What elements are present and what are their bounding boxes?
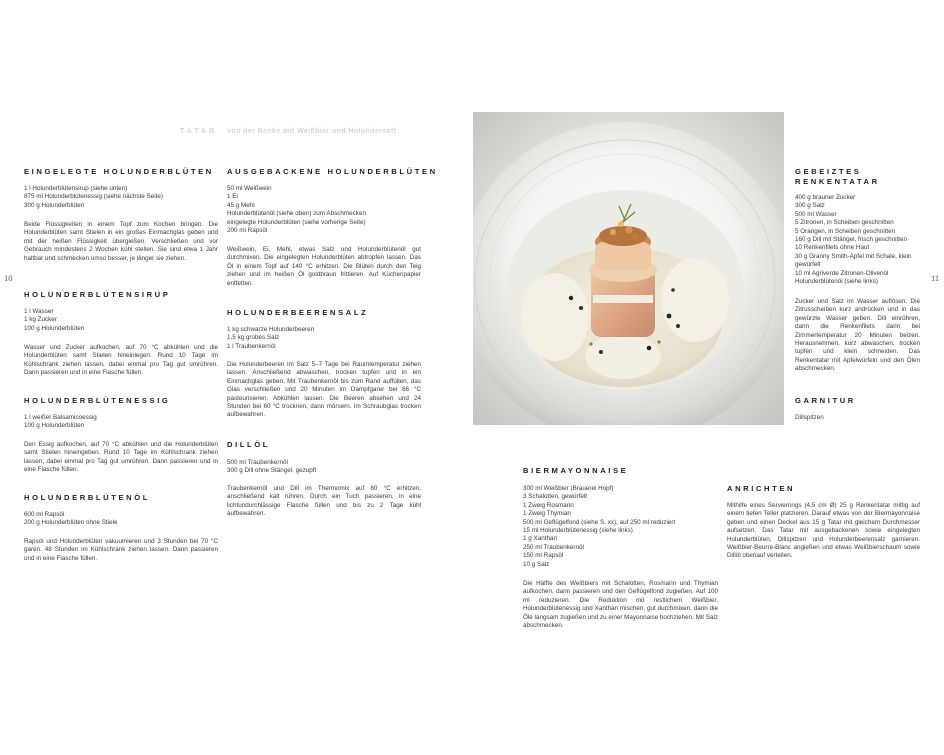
ingredient-line: 1 Zweig Rosmarin: [523, 501, 574, 509]
section-title-renkentatar: [795, 167, 880, 186]
ingredient-line: 1 l Traubenkernöl: [227, 342, 276, 350]
ingredient-line: 400 g brauner Zucker: [795, 194, 856, 201]
ingredient-line: 200 g Holunderblüten ohne Stiele: [24, 519, 118, 527]
section-title-ausgebacken: AUSGEBACKENE HOLUNDERBLÜTEN: [227, 167, 438, 176]
ingredient-line: 600 ml Rapsöl: [24, 511, 65, 518]
ingredient-line: 500 ml Traubenkernöl: [227, 459, 288, 466]
ingredient-line: 1 kg Zucker: [24, 316, 57, 324]
ingredient-line: 300 g Salz: [795, 202, 825, 210]
ingredient-line: 50 ml Weißwein: [227, 185, 272, 192]
ingredients-beerensalz: [227, 326, 421, 351]
ingredient-line: Holunderblütenöl (siehe links): [795, 278, 878, 286]
ingredient-line: 45 g Mehl: [227, 201, 255, 209]
method-oel: Rapsöl und Holunderblüten vakuumieren und 3 Stunden bei 70 °C garen. 48 Stunden im Kühlschrank ziehen lassen. Dann passieren und in eine Flasche füllen.: [24, 538, 218, 562]
ingredient-line: 160 g Dill mit Stängel, frisch geschnitten: [795, 236, 908, 244]
ingredient-line: 3 Schalotten, gewürfelt: [523, 493, 588, 501]
ingredient-line: 5 Zitronen, in Scheiben geschnitten: [795, 219, 894, 227]
method-dilloel: Traubenkernöl und Dill im Thermomix auf 80 °C erhitzen, anschließend kalt rühren. Durch ein Tuch passieren, in eine lichtundurchlässige Flasche füllen und bis zu 2 Tage kühl aufbewahren.: [227, 485, 421, 518]
ingredients-ausgebacken: [227, 185, 421, 235]
ingredient-line: eingelegte Holunderblüten (siehe vorherige Seite): [227, 218, 366, 226]
ingredient-line: 300 g Dill ohne Stängel, gezupft: [227, 467, 317, 475]
ingredients-dilloel: [227, 459, 421, 476]
ingredients-oel: [24, 511, 218, 528]
section-title-anrichten: ANRICHTEN: [727, 484, 796, 493]
section-title-beerensalz: HOLUNDERBEERENSALZ: [227, 308, 369, 317]
ingredients-renkentatar: [795, 194, 920, 286]
method-biermayonnaise: Die Hälfte des Weißbiers mit Schalotten, Rosmarin und Thymian aufkochen, dann passieren und den Geflügelfond zugießen. Auf 100 ml reduzieren. Die Reduktion mit restlichem Weißbier, Holunderblütenessig und Xanthan mischen, gut durchmixen, dann die Öle langsam zugießen und zu einer Mayonnaise hochziehen. Mit Salz abschmecken.: [523, 580, 718, 630]
ingredient-line: 300 ml Weißbier (Brauerei Hopf): [523, 485, 614, 492]
ingredient-line: 1 l weißer Balsamicoessig: [24, 414, 97, 421]
method-sirup: Wasser und Zucker aufkochen, auf 70 °C abkühlen und die Holunderblüten samt Stielen hineinlegen. Rund 10 Tage im Kühlschrank ziehen lassen, dabei einmal pro Tag gut umrühren. Dann passieren und in eine Flasche füllen.: [24, 344, 218, 377]
page-number-left: 10: [4, 273, 13, 283]
ingredients-biermayonnaise: [523, 485, 718, 569]
plated-tatar-illustration: [473, 112, 784, 425]
method-renkentatar: Zucker und Salz im Wasser auflösen. Die Zitrusscheiben kurz andrücken und in das gewürzte Wasser geben. Dill einrühren, dann die Renkenfilets darin bei Zimmertemperatur 20 Minuten beizen. Herausnehmen, kurz abwaschen, trocken tupfen und klein schneiden. Das Renkentatar mit Apfelwürfeln und den Ölen abschmecken.: [795, 298, 920, 373]
method-essig: Den Essig aufkochen, auf 70 °C abkühlen und die Holunderblüten samt Stielen hineingeben. Rund 10 Tage im Kühlschrank ziehen lassen, dabei einmal pro Tag gut umrühren. Dann passieren und in eine Flasche füllen.: [24, 441, 218, 474]
ingredient-line: 10 ml Agriverde Zitronen-Olivenöl: [795, 269, 889, 277]
running-title: [180, 128, 396, 135]
ingredient-line: 875 ml Holunderblütenessig (siehe nächste Seite): [24, 193, 163, 201]
section-title-biermayonnaise: BIERMAYONNAISE: [523, 466, 629, 475]
ingredient-line: Holunderblütenöl (siehe oben) zum Abschmecken: [227, 210, 366, 218]
method-beerensalz: Die Holunderbeeren im Salz 5–7 Tage bei Raumtemperatur ziehen lassen. Anschließend abwaschen, trocken tupfen und in ein Einmachglas geben. Mit Traubenkernöl bis zum Rand auffüllen, das Glas verschließen und 20 Minuten im Dampfgarer bei 86 °C pasteurisieren. Abkühlen lassen. Die Beeren absehen und 24 Stunden bei 60 °C trocknen, dann mörsern. Im Schraubglas trocken aufbewahren.: [227, 361, 421, 419]
ingredient-line: 100 g Holunderblüten: [24, 422, 85, 430]
section-title-oel: HOLUNDERBLÜTENÖL: [24, 493, 150, 502]
ingredients-sirup: [24, 308, 218, 333]
ingredient-line: 15 ml Holunderblütenessig (siehe links): [523, 527, 633, 535]
ingredients-essig: [24, 414, 218, 431]
ingredient-line: 500 ml Wasser: [795, 210, 837, 218]
ingredient-line: 1 l Wasser: [24, 308, 54, 315]
section-title-renkentatar-line1: GEBEIZTES: [795, 167, 862, 176]
method-eingelegte: Beide Flüssigkeiten in einem Topf zum Kochen bringen. Die Holunderblüten samt Stielen in ein großes Einmachglas geben und mit der heißen Flüssigkeit übergießen. Verschließen und vor Gebrauch mindestens 2 Wochen kühl stellen. Sie sind etwa 1 Jahr haltbar und schmecken umso besser, je länger sie ziehen.: [24, 221, 218, 262]
ingredient-line: 300 g Holunderblüten: [24, 201, 85, 209]
ingredient-line: 1 l Holunderblütensirup (siehe unten): [24, 185, 128, 192]
section-title-sirup: HOLUNDERBLÜTENSIRUP: [24, 290, 171, 299]
ingredient-line: 100 g Holunderblüten: [24, 324, 85, 332]
running-title-kicker: TATAR: [180, 128, 218, 135]
section-title-essig: HOLUNDERBLÜTENESSIG: [24, 396, 171, 405]
method-ausgebacken: Weißwein, Ei, Mehl, etwas Salz und Holunderblütenöl gut durchmixen. Die eingelegten Holunderblüten abtropfen lassen. Das Öl in einem Topf auf 140 °C erhitzen. Die Blüten durch den Teig ziehen und im heißen Öl goldbraun frittieren. Auf Küchenpapier entfetten.: [227, 246, 421, 287]
ingredients-eingelegte: [24, 185, 218, 210]
ingredient-line: 10 g Salz: [523, 560, 550, 568]
ingredient-line: 1 g Xanthan: [523, 535, 557, 543]
section-title-eingelegte: EINGELEGTE HOLUNDERBLÜTEN: [24, 167, 214, 176]
ingredient-line: 200 ml Rapsöl: [227, 227, 268, 235]
ingredient-line: 10 Renkenfilets ohne Haut: [795, 244, 870, 252]
page-number-right: 11: [931, 273, 940, 283]
ingredient-line: 30 g Granny Smith-Apfel mit Schale, klein gewürfelt: [795, 252, 912, 269]
ingredient-line: 5 Orangen, in Scheiben geschnitten: [795, 227, 896, 235]
ingredient-line: 1 Zweig Thymian: [523, 510, 571, 518]
garnitur-text: Dillspitzen: [795, 414, 824, 421]
section-title-dilloel: DILLÖL: [227, 440, 271, 449]
ingredient-line: 1 kg schwarze Holunderbeeren: [227, 326, 315, 333]
method-anrichten: Mithilfe eines Servierrings (4,5 cm Ø) 25 g Renkentatar mittig auf einem tiefen Teller platzieren. Darauf etwas von der Biermayonnaise geben und einen Deckel aus 15 g Tatar mit gleichem Durchmesser aufsetzen. Das Tatar mit ausgebackenen sowie eingelegten Holunderblüten, Dillspitzen und Holunderbeerensalz garnieren. Weißbier-Beurre-Blanc angießen und etwas Weißbierschaum sowie Dillöl obenauf verteilen.: [727, 502, 920, 560]
ingredient-line: 500 ml Geflügelfond (siehe S. xx), auf 250 ml reduziert: [523, 518, 676, 526]
section-title-renkentatar-line2: RENKENTATAR: [795, 177, 880, 186]
running-title-text: von der Renke mit Weißbier und Holundersaft: [227, 128, 397, 135]
ingredient-line: 1 Ei: [227, 193, 238, 201]
ingredient-line: 250 ml Traubenkernöl: [523, 543, 584, 551]
ingredient-line: 1,5 kg grobes Salz: [227, 334, 280, 342]
dish-photo: [473, 112, 784, 425]
section-title-garnitur: GARNITUR: [795, 396, 856, 405]
ingredient-line: 150 ml Rapsöl: [523, 552, 564, 560]
